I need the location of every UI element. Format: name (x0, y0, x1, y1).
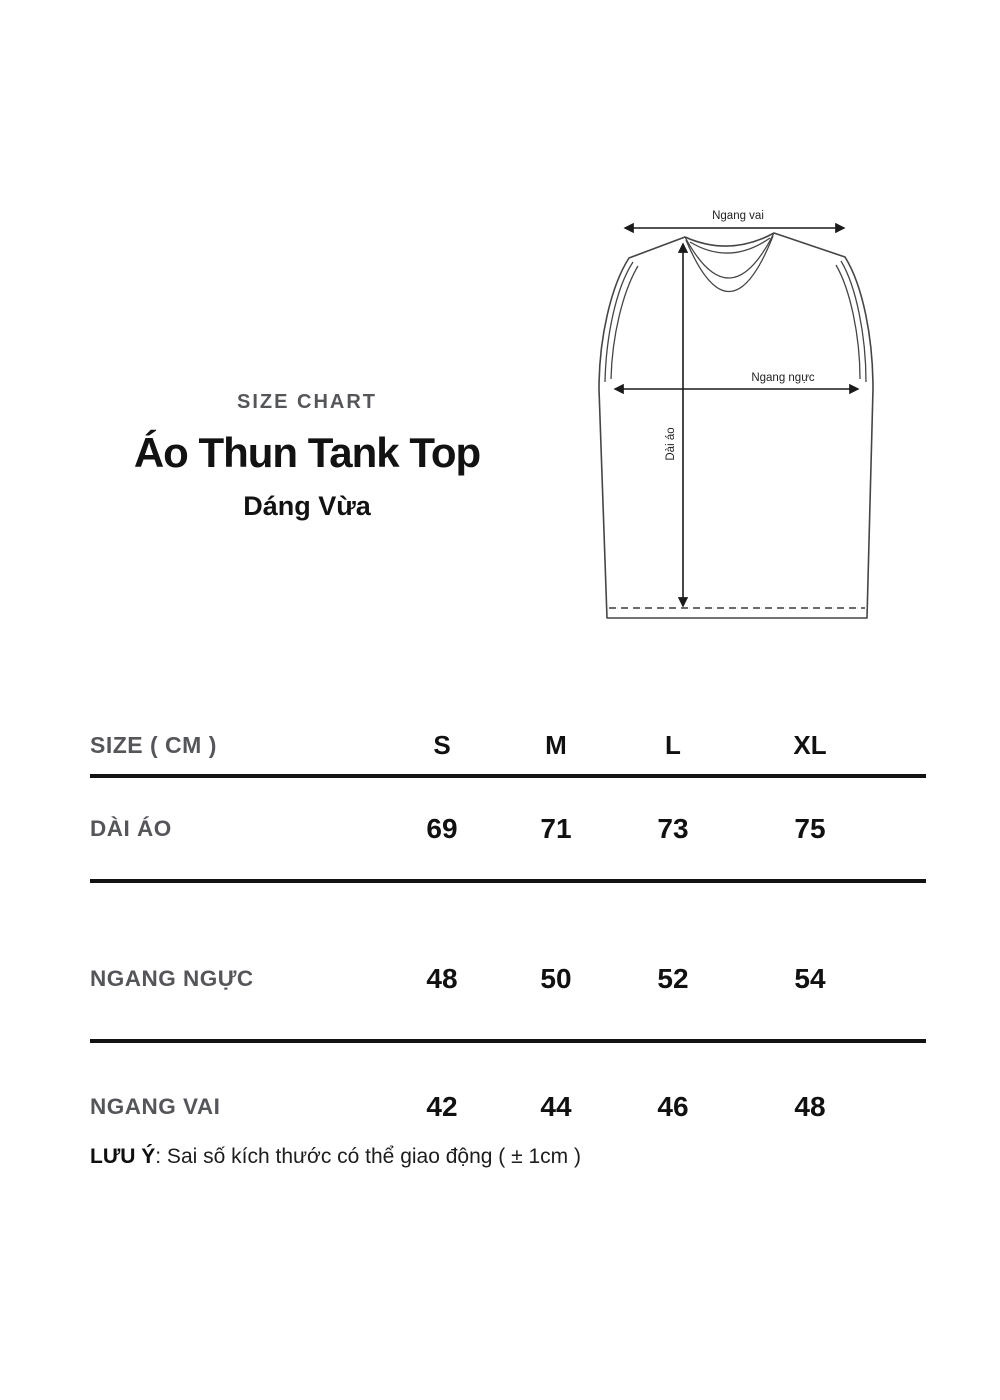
cell-value: 69 (426, 812, 458, 844)
cell-value: 73 (657, 812, 689, 844)
eyebrow-size-chart: SIZE CHART (237, 391, 377, 413)
title-block (87, 391, 527, 522)
header-size-cm: SIZE ( CM ) (90, 731, 217, 758)
size-table-header (90, 716, 926, 774)
header-size-s: S (433, 729, 451, 760)
cell-value: 52 (657, 963, 689, 994)
tolerance-note (90, 1145, 581, 1169)
cell-value: 54 (794, 963, 826, 994)
row-label: DÀI ÁO (90, 815, 172, 841)
cell-value: 46 (657, 1091, 689, 1122)
header-size-xl: XL (793, 729, 827, 760)
size-table (90, 716, 926, 1167)
chest-width-label: Ngang ngực (751, 372, 815, 384)
table-row-ngang-nguc (90, 883, 926, 1039)
note-prefix: LƯU Ý (90, 1145, 156, 1168)
cell-value: 44 (540, 1091, 572, 1122)
cell-value: 71 (540, 812, 572, 844)
table-row-dai-ao (90, 778, 926, 879)
cell-value: 48 (426, 963, 458, 994)
header-size-m: M (545, 729, 567, 760)
shoulder-width-label: Ngang vai (712, 210, 764, 222)
cell-value: 75 (794, 812, 826, 844)
note-text: : Sai số kích thước có thể giao động ( ± 1cm ) (155, 1145, 581, 1168)
row-label: NGANG VAI (90, 1094, 221, 1119)
shirt-length-label: Dài áo (665, 427, 677, 461)
header-size-l: L (665, 729, 681, 760)
fit-subtitle: Dáng Vừa (243, 491, 371, 522)
cell-value: 48 (794, 1091, 826, 1122)
cell-value: 50 (540, 963, 572, 994)
table-rule-3 (90, 1039, 926, 1043)
cell-value: 42 (426, 1091, 458, 1122)
tank-top-diagram (578, 178, 908, 638)
row-label: NGANG NGỰC (90, 966, 254, 991)
product-title: Áo Thun Tank Top (133, 429, 481, 476)
